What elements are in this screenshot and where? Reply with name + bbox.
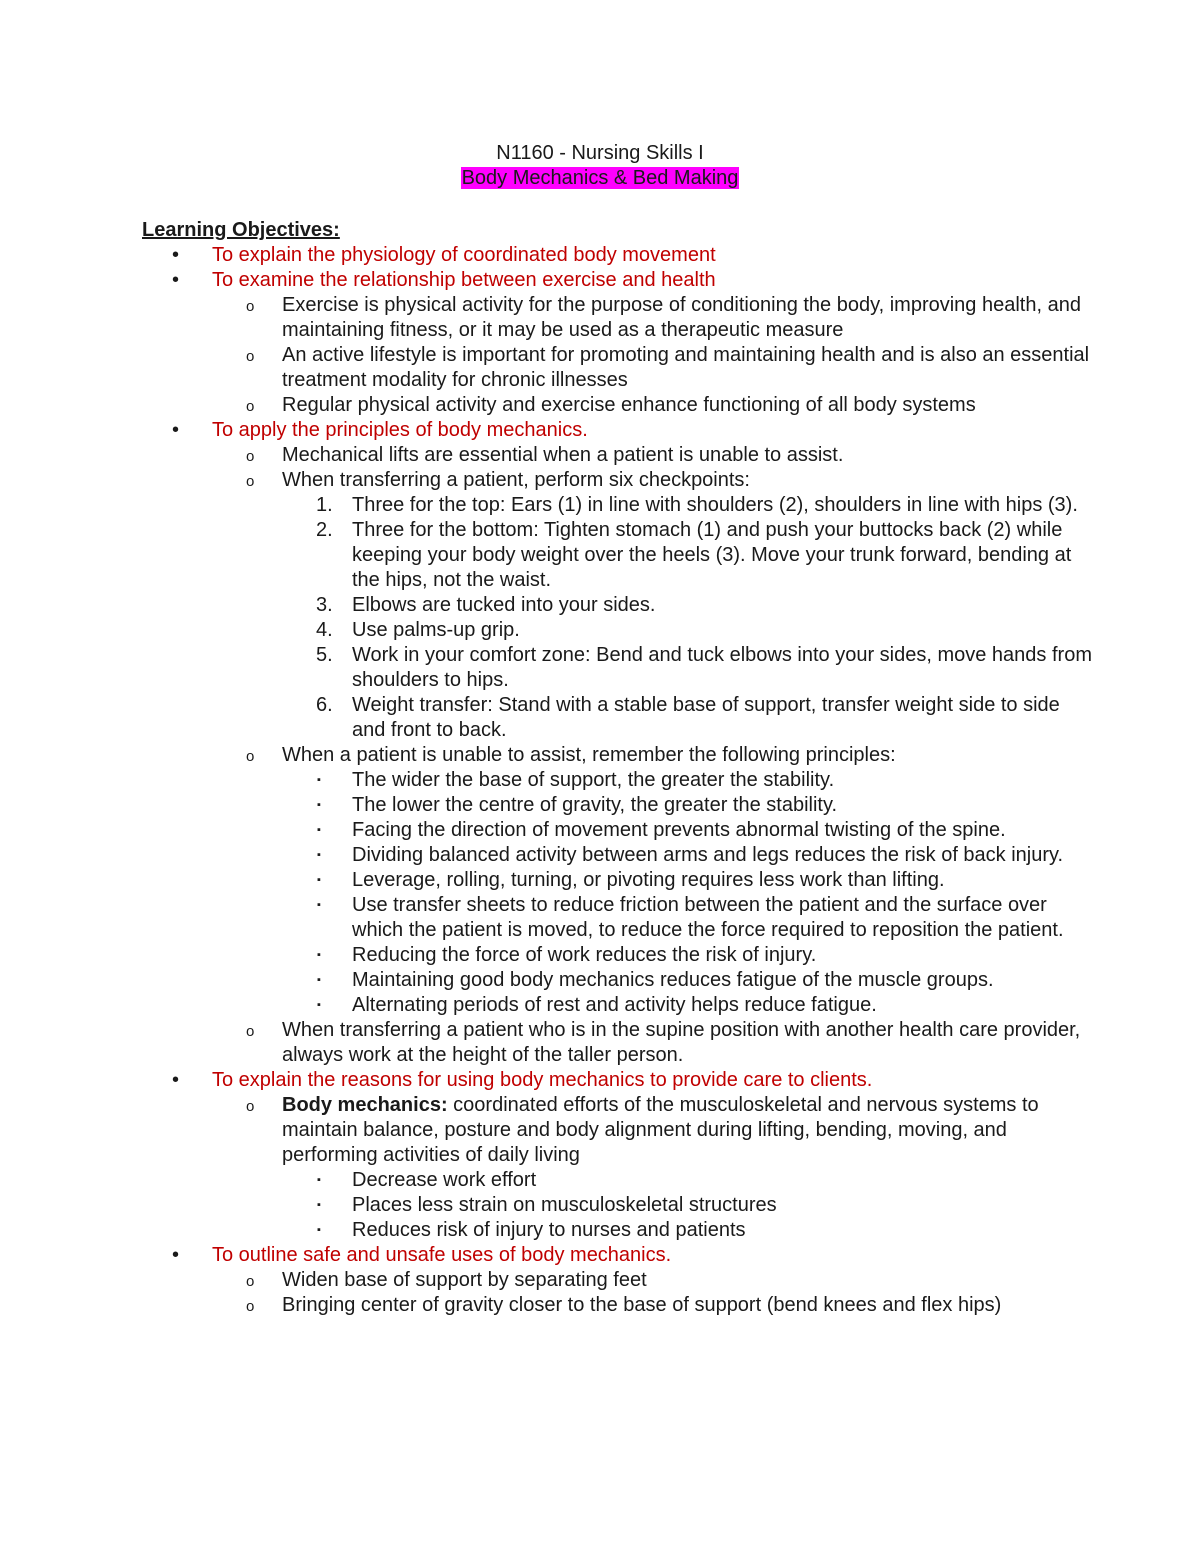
principle-text: Maintaining good body mechanics reduces fatigue of the muscle groups. [352, 969, 994, 991]
checkpoint-text: Three for the top: Ears (1) in line with shoulders (2), shoulders in line with hips (3). [352, 494, 1078, 516]
checkpoint-text: Use palms-up grip. [352, 619, 520, 641]
principle-text: Dividing balanced activity between arms and legs reduces the risk of back injury. [352, 844, 1064, 866]
objective-item [142, 1068, 1092, 1093]
principle-text: Use transfer sheets to reduce friction between the patient and the surface over which the patient is moved, to reduce the force required to reposition the patient. [352, 894, 1064, 941]
principle-text: Reducing the force of work reduces the risk of injury. [352, 944, 817, 966]
circle-bullet-icon: o [246, 398, 255, 415]
checkpoint-item [142, 593, 1092, 618]
checkpoint-item [142, 618, 1092, 643]
document-body [142, 218, 1092, 1318]
objective-item [142, 243, 1092, 268]
square-bullet-icon: ▪ [317, 824, 321, 836]
list-number: 6. [316, 694, 333, 716]
circle-bullet-icon: o [246, 1273, 255, 1290]
benefit-item [142, 1193, 1092, 1218]
list-item-text: Exercise is physical activity for the purpose of conditioning the body, improving health, and maintaining fitness, or it may be used as a therapeutic measure [282, 294, 1081, 341]
list-number: 4. [316, 619, 333, 641]
principle-item [142, 968, 1092, 993]
principle-text: The lower the centre of gravity, the greater the stability. [352, 794, 838, 816]
checkpoint-text: Elbows are tucked into your sides. [352, 594, 656, 616]
circle-bullet-icon: o [246, 1023, 255, 1040]
list-item-text: When transferring a patient, perform six checkpoints: [282, 469, 750, 491]
checkpoint-item [142, 693, 1092, 743]
principle-item [142, 818, 1092, 843]
document-header [0, 141, 1200, 191]
objective-item [142, 1243, 1092, 1268]
circle-bullet-icon: o [246, 348, 255, 365]
circle-bullet-icon: o [246, 1098, 255, 1115]
principle-item [142, 893, 1092, 943]
bullet-icon: • [172, 419, 180, 441]
square-bullet-icon: ▪ [317, 974, 321, 986]
list-item [142, 443, 1092, 468]
checkpoint-item [142, 643, 1092, 693]
list-item-text: Mechanical lifts are essential when a patient is unable to assist. [282, 444, 844, 466]
checkpoint-item [142, 493, 1092, 518]
principle-item [142, 768, 1092, 793]
list-item [142, 1018, 1092, 1068]
bullet-icon: • [172, 269, 180, 291]
definition-text: coordinated efforts of the musculoskeletal and nervous systems to maintain balance, posture and body alignment during lifting, bending, moving, and performing activities of daily living [282, 1094, 1039, 1166]
principle-item [142, 943, 1092, 968]
checkpoint-text: Work in your comfort zone: Bend and tuck elbows into your sides, move hands from shoulders to hips. [352, 644, 1092, 691]
square-bullet-icon: ▪ [317, 774, 321, 786]
checkpoint-text: Weight transfer: Stand with a stable base of support, transfer weight side to side and front to back. [352, 694, 1060, 741]
list-item-text: When transferring a patient who is in the supine position with another health care provider, always work at the height of the taller person. [282, 1019, 1081, 1066]
definition-term: Body mechanics: [282, 1094, 448, 1116]
square-bullet-icon: ▪ [317, 799, 321, 811]
circle-bullet-icon: o [246, 748, 255, 765]
objective-text: To explain the reasons for using body mechanics to provide care to clients. [212, 1069, 873, 1091]
objectives-heading: Learning Objectives: [142, 219, 340, 241]
list-item [142, 1293, 1092, 1318]
objective-text: To apply the principles of body mechanics. [212, 419, 588, 441]
objective-item [142, 268, 1092, 293]
list-number: 3. [316, 594, 333, 616]
square-bullet-icon: ▪ [317, 874, 321, 886]
list-item [142, 393, 1092, 418]
course-title: N1160 - Nursing Skills I [496, 142, 704, 164]
principle-item [142, 843, 1092, 868]
benefit-item [142, 1218, 1092, 1243]
list-item [142, 743, 1092, 768]
bullet-icon: • [172, 1069, 180, 1091]
list-item-text: Regular physical activity and exercise enhance functioning of all body systems [282, 394, 976, 416]
square-bullet-icon: ▪ [317, 949, 321, 961]
checkpoint-item [142, 518, 1092, 593]
list-number: 5. [316, 644, 333, 666]
list-item [142, 293, 1092, 343]
objective-text: To outline safe and unsafe uses of body mechanics. [212, 1244, 672, 1266]
circle-bullet-icon: o [246, 473, 255, 490]
list-item [142, 1268, 1092, 1293]
square-bullet-icon: ▪ [317, 849, 321, 861]
square-bullet-icon: ▪ [317, 899, 321, 911]
list-item [142, 343, 1092, 393]
square-bullet-icon: ▪ [317, 1199, 321, 1211]
principle-text: Alternating periods of rest and activity helps reduce fatigue. [352, 994, 877, 1016]
objective-text: To explain the physiology of coordinated body movement [212, 244, 716, 266]
list-number: 1. [316, 494, 333, 516]
principle-item [142, 868, 1092, 893]
circle-bullet-icon: o [246, 298, 255, 315]
principle-item [142, 793, 1092, 818]
list-number: 2. [316, 519, 333, 541]
principle-item [142, 993, 1092, 1018]
bullet-icon: • [172, 244, 180, 266]
list-item [142, 1093, 1092, 1168]
square-bullet-icon: ▪ [317, 999, 321, 1011]
checkpoint-text: Three for the bottom: Tighten stomach (1) and push your buttocks back (2) while keeping your body weight over the heels (3). Move your trunk forward, bending at the hips, not the waist. [352, 519, 1072, 591]
benefit-text: Reduces risk of injury to nurses and patients [352, 1219, 746, 1241]
benefit-item [142, 1168, 1092, 1193]
objective-item [142, 418, 1092, 443]
benefit-text: Places less strain on musculoskeletal structures [352, 1194, 777, 1216]
principle-text: Leverage, rolling, turning, or pivoting requires less work than lifting. [352, 869, 945, 891]
square-bullet-icon: ▪ [317, 1224, 321, 1236]
square-bullet-icon: ▪ [317, 1174, 321, 1186]
principle-text: The wider the base of support, the greater the stability. [352, 769, 835, 791]
objective-text: To examine the relationship between exercise and health [212, 269, 716, 291]
list-item [142, 468, 1092, 493]
topic-title: Body Mechanics & Bed Making [461, 167, 739, 189]
list-item-text: Widen base of support by separating feet [282, 1269, 647, 1291]
circle-bullet-icon: o [246, 1298, 255, 1315]
list-item-text: Bringing center of gravity closer to the base of support (bend knees and flex hips) [282, 1294, 1002, 1316]
circle-bullet-icon: o [246, 448, 255, 465]
list-item-text: When a patient is unable to assist, remember the following principles: [282, 744, 896, 766]
benefit-text: Decrease work effort [352, 1169, 537, 1191]
list-item-text: An active lifestyle is important for promoting and maintaining health and is also an essential treatment modality for chronic illnesses [282, 344, 1090, 391]
principle-text: Facing the direction of movement prevents abnormal twisting of the spine. [352, 819, 1006, 841]
bullet-icon: • [172, 1244, 180, 1266]
